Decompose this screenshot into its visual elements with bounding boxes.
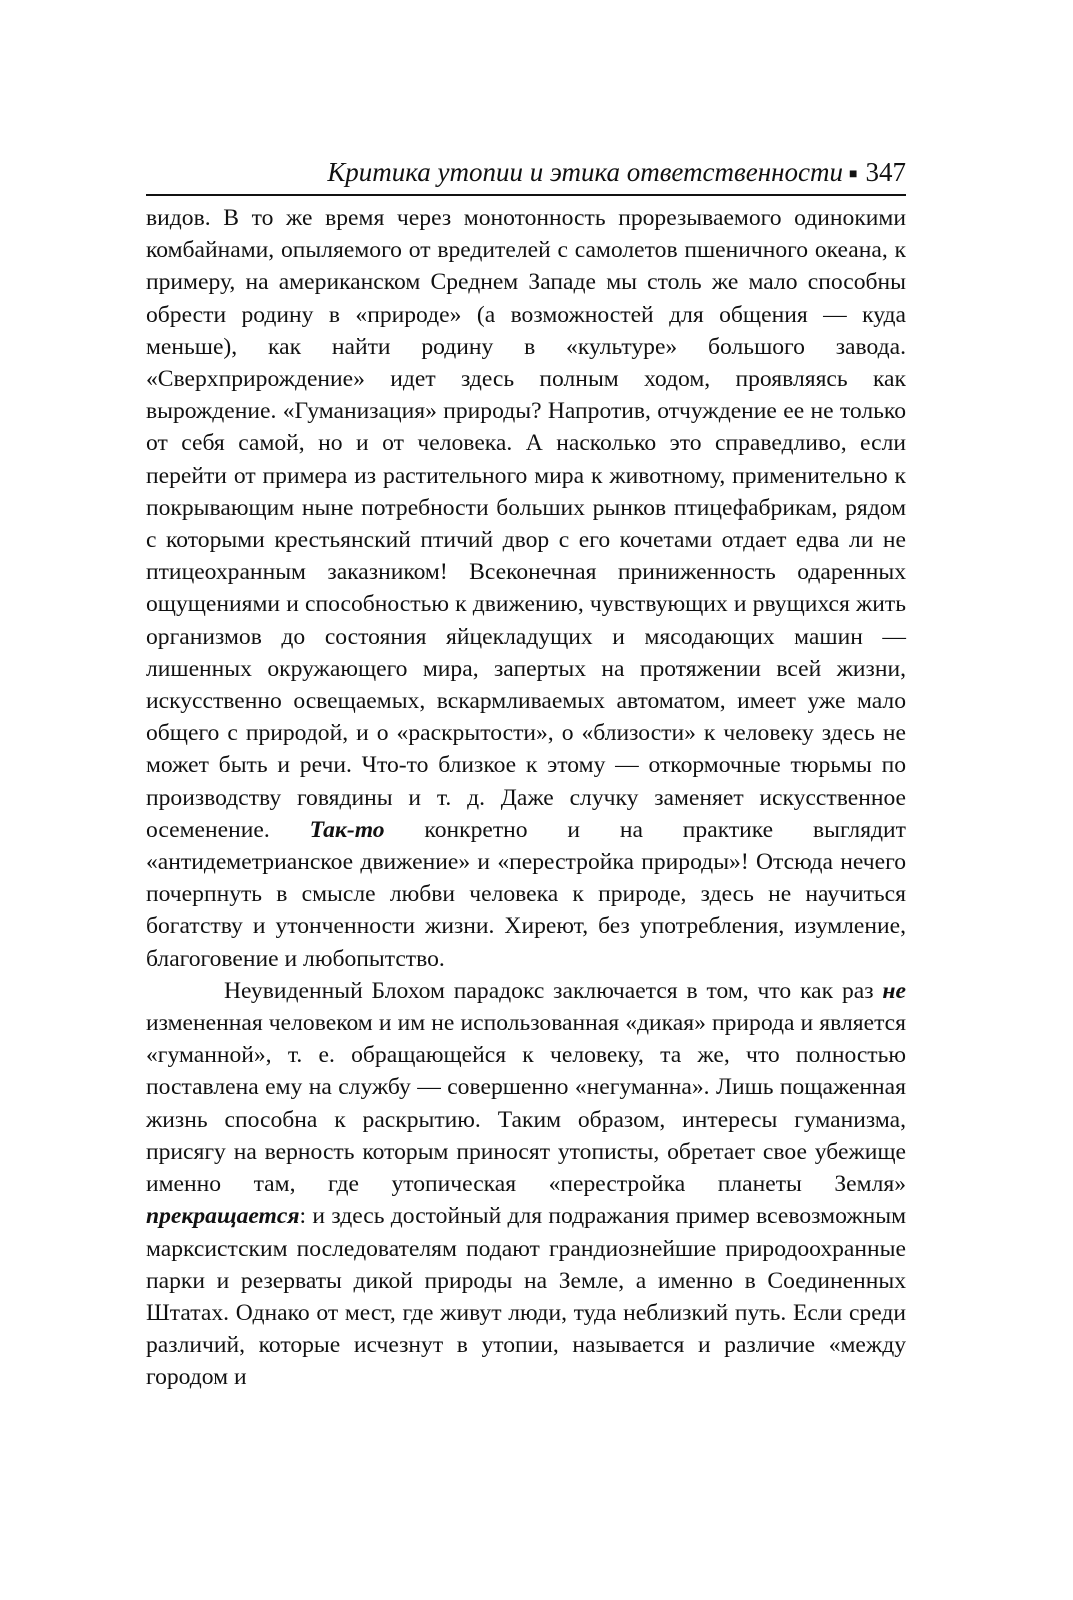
separator-square-icon: ■ [849,166,858,182]
running-head [146,150,906,196]
running-head-title: Критика утопии и этика ответственности [327,157,844,187]
paragraph-2 [146,975,906,1394]
paragraph-1 [146,202,906,975]
paragraph-2-text-3: : и здесь достойный для подражания пример всевозможным марксистским последователям подают грандиознейшие природоохранные парки и резерваты дикой природы на Земле, а именно в Соединенных Штатах. Однако от мест, где живут люди, туда неблизкий путь. Если среди различий, которые исчезнут в утопии, называется и различие «между городом и [146,1203,906,1391]
page-number: 347 [865,157,906,187]
paragraph-1-emphasis: Так-то [309,816,385,843]
paragraph-2-emphasis-1: не [882,977,906,1004]
paragraph-1-text-2: конкретно и на практике выглядит «антидеметрианское движение» и «перестройка природы»! Отсюда нечего почерпнуть в смысле любви человека к природе, здесь не научиться богатству и утонченности жизни. Хиреют, без употребления, изумление, благоговение и любопытство. [146,816,906,972]
book-page [146,150,906,1394]
paragraph-2-text-1: Неувиденный Блохом парадокс заключается в том, что как раз [224,977,883,1004]
paragraph-2-text-2: измененная человеком и им не использованная «дикая» природа и является «гуманной», т. е. обращающейся к человеку, та же, что полностью поставлена ему на службу — совершенно «негуманна». Лишь пощаженная жизнь способна к раскрытию. Таким образом, интересы гуманизма, присягу на верность которым приносят утописты, обретает свое убежище именно там, где утопическая «перестройка планеты Земля» [146,1010,906,1198]
paragraph-2-emphasis-2: прекращается [146,1203,300,1230]
paragraph-1-text-1: видов. В то же время через монотонность прорезываемого одинокими комбайнами, опыляемого от вредителей с самолетов пшеничного океана, к примеру, на американском Среднем Западе мы столь же мало способны обрести родину в «природе» (а возможностей для общения — куда меньше), как найти родину в «культуре» большого завода. «Сверхприрождение» идет здесь полным ходом, проявляясь как вырождение. «Гуманизация» природы? Напротив, отчуждение ее не только от себя самой, но и от человека. А насколько это справедливо, если перейти от примера из растительного мира к животному, применительно к покрывающим ныне потребности больших рынков птицефабрикам, рядом с которыми крестьянский птичий двор с его кочетами отдает едва ли не птицеохранным заказником! Всеконечная приниженность одаренных ощущениями и способностью к движению, чувствующих и рвущихся жить организмов до состояния яйцекладущих и мясодающих машин — лишенных окружающего мира, запертых на протяжении всей жизни, искусственно освещаемых, вскармливаемых автоматом, имеет уже мало общего с природой, и о «раскрытости», о «близости» к человеку здесь не может быть и речи. Что-то близкое к этому — откормочные тюрьмы по производству говядины и т. д. Даже случку заменяет искусственное осеменение. [146,205,906,843]
body-text [146,202,906,1394]
